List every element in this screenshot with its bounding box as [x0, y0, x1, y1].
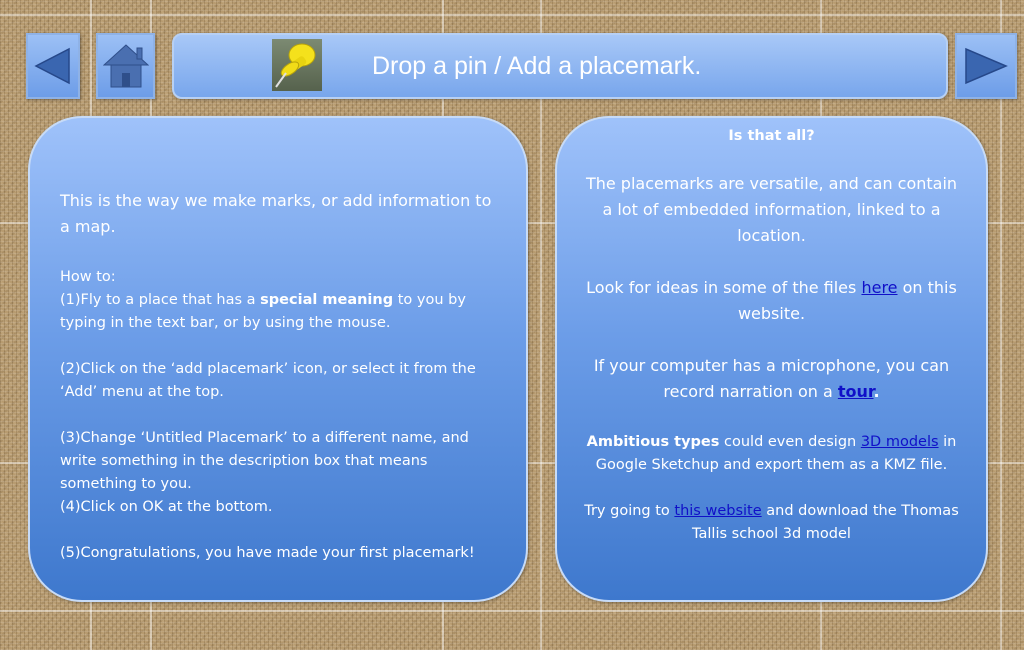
- ideas-text-end: on this website.: [737, 278, 957, 323]
- models-text-start: could even design: [719, 434, 861, 450]
- home-button[interactable]: [96, 33, 155, 99]
- bg-gridline: [0, 14, 1024, 16]
- bg-gridline: [0, 610, 1024, 612]
- page-title: Drop a pin / Add a placemark.: [372, 52, 702, 80]
- title-bar: [172, 33, 948, 99]
- pushpin-icon: [272, 39, 322, 91]
- website-text: [583, 500, 960, 546]
- more-info-panel: [555, 116, 988, 602]
- step-1: [60, 289, 496, 335]
- step-1-text-end: to you by typing in the text bar, or by using the mouse.: [60, 292, 466, 331]
- ideas-text: [583, 275, 960, 327]
- versatile-text: The placemarks are versatile, and can contain a lot of embedded information, linked to a location.: [585, 174, 958, 245]
- here-link[interactable]: here: [861, 278, 898, 297]
- pushpin-image: [272, 39, 322, 91]
- house-icon: [103, 43, 149, 89]
- step-1-emphasis: special meaning: [260, 292, 394, 308]
- panel-heading: Is that all?: [728, 128, 815, 144]
- triangle-right-icon: [963, 46, 1009, 86]
- ideas-text-start: Look for ideas in some of the files: [586, 278, 862, 297]
- narration-text: [583, 353, 960, 405]
- website-text-end: and download the Thomas Tallis school 3d model: [692, 503, 959, 542]
- ambitious-emphasis: Ambitious types: [586, 434, 720, 450]
- instructions-panel: [28, 116, 528, 602]
- triangle-left-icon: [33, 46, 73, 86]
- intro-text: This is the way we make marks, or add information to a map.: [60, 191, 492, 236]
- website-text-start: Try going to: [584, 503, 675, 519]
- step-3: (3)Change ‘Untitled Placemark’ to a different name, and write something in the description box that means something to you.: [60, 430, 469, 492]
- step-1-text: (1)Fly to a place that has a: [60, 292, 261, 308]
- narration-period: .: [873, 382, 880, 401]
- models-text: [583, 431, 960, 477]
- step-5: (5)Congratulations, you have made your first placemark!: [60, 545, 475, 561]
- howto-heading: How to:: [60, 269, 116, 285]
- narration-text-start: If your computer has a microphone, you can record narration on a: [593, 356, 950, 401]
- this-website-link[interactable]: this website: [674, 503, 762, 519]
- models-text-end: in Google Sketchup and export them as a KMZ file.: [595, 434, 957, 473]
- back-button[interactable]: [26, 33, 80, 99]
- step-4: (4)Click on OK at the bottom.: [60, 499, 273, 515]
- next-button[interactable]: [955, 33, 1017, 99]
- tour-link[interactable]: tour: [837, 382, 874, 401]
- 3d-models-link[interactable]: 3D models: [860, 434, 939, 450]
- step-2: (2)Click on the ‘add placemark’ icon, or select it from the ‘Add’ menu at the top.: [60, 361, 476, 400]
